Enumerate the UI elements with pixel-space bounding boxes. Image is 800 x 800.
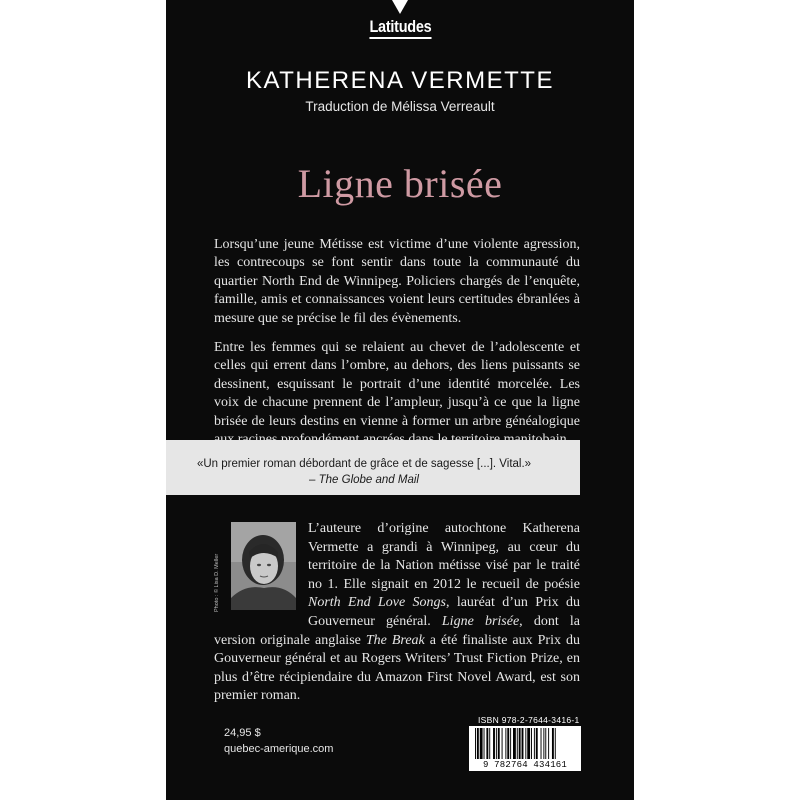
barcode-bar [519,728,521,759]
barcode-bar [502,728,503,759]
back-cover [166,0,634,800]
barcode-digits: 9 782764 434161 [482,760,567,770]
barcode-bar [541,728,542,759]
barcode-bar [545,728,546,759]
bio-text: , dont la version originale anglaise [214,613,580,648]
barcode-bars [469,726,581,760]
translator-credit: Traduction de Mélissa Verreault [305,99,495,114]
barcode-bar [534,728,535,759]
barcode-bar [493,728,495,759]
quote-dash: – [309,474,319,486]
bio-text: , lauréat d’un Prix du Gouverneur général. [308,595,580,629]
price: 24,95 $ [224,727,261,739]
barcode-bar [480,728,483,759]
author-name: KATHERENA VERMETTE [246,67,554,94]
quote-text: «Un premier roman débordant de grâce et de sagesse [...]. Vital.» [196,458,532,470]
photo-credit: Photo : © Lisa D. Meller [214,553,220,612]
bio-book-title: North End Love Songs [308,595,446,611]
summary-paragraph: Entre les femmes qui se relaient au chevet de l’adolescente et celles qui errent dans l’ombre, au dehors, des liens puissants se dessinent, esquissant le portrait d’une identité morcelée. Les voix de chacune prennent de l’ampleur, jusqu’à ce que la ligne brisée de leurs destins en vienne à former un arbre généalogique [214,340,580,429]
barcode-bar [517,728,518,759]
barcode-bar [513,728,516,759]
barcode-bar [522,728,524,759]
barcode-bar [507,728,509,759]
bio-book-title: Ligne brisée [441,613,520,629]
quote-source-line [166,472,562,488]
bio-book-title: The Break [365,632,425,648]
book-title: Ligne brisée [297,161,503,206]
photo-spacer [214,520,308,614]
barcode-bar [496,728,497,759]
barcode-bar [477,728,479,759]
quote-source: The Globe and Mail [318,474,419,486]
barcode-bar [489,728,490,759]
bio-text: a été finaliste aux Prix du Gouverneur général et au Rogers Writers’ Trust Fiction Prize, en plus d’être récipiendaire du Amazon First Novel Award, est son premier roman. [214,632,580,704]
bio-text: L’auteure d’origine autochtone Katherena Vermette a grandi à Winnipeg, au cœur du territoire de la Nation métisse visé par le traité no 1. Elle signait en 2012 le recueil de poésie [308,521,580,592]
barcode-bar [486,728,488,759]
barcode-bar [475,728,476,759]
barcode-bar [555,728,556,759]
barcode-bar [525,728,526,759]
barcode-bar [484,728,485,759]
press-quote [166,456,562,488]
collection-logo-tab [392,0,408,14]
isbn: ISBN 978-2-7644-3416-1 [478,715,580,725]
barcode-bar [552,728,554,759]
collection-logo: Latitudes [166,17,634,39]
publisher-website: quebec-amerique.com [224,743,334,755]
summary [214,236,580,460]
barcode-bar [498,728,500,759]
barcode-bar [531,728,532,759]
author-bio [214,520,580,706]
barcode [469,726,581,771]
barcode-bar [543,728,544,759]
summary-paragraph: Lorsqu’une jeune Métisse est victime d’une violente agression, les contrecoups se font sentir dans toute la communauté du quartier North End de Winnipeg. Policiers chargés de l’enquête, famille, amis et connaissances voient leurs certitudes ébranlées à mesure que se précise le fil des évènements. [214,237,580,326]
barcode-bar [548,728,549,759]
barcode-bar [536,728,538,759]
barcode-bar [505,728,506,759]
barcode-bar [510,728,511,759]
barcode-bar [527,728,530,759]
